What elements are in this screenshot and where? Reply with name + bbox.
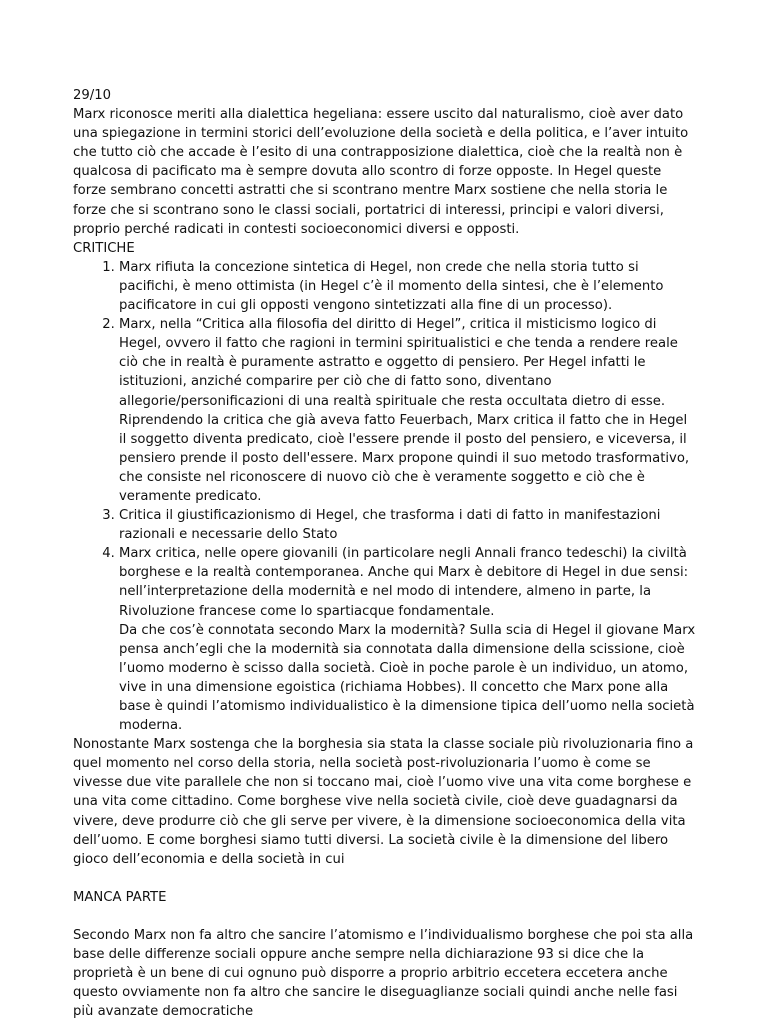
list-item-text: Marx critica, nelle opere giovanili (in particolare negli Annali franco tedeschi) la civiltà borghese e la realtà contemporanea. Anche qui Marx è debitore di Hegel in due sensi: nell’interpretazione della modernità e nel modo di intendere, almeno in parte, la Rivoluzione francese come lo spartiacque fondamentale. bbox=[119, 546, 689, 619]
list-item: 3. Critica il giustificazionismo di Hegel, che trasforma i dati di fatto in manifestazioni razionali e necessarie dello Stato bbox=[119, 506, 697, 544]
critiche-heading: CRITICHE bbox=[73, 240, 135, 256]
list-item-continuation: Da che cos’è connotata secondo Marx la modernità? Sulla scia di Hegel il giovane Marx pensa anch’egli che la modernità sia connotata dalla dimensione della scissione, cioè l’uomo moderno è scisso dalla società. Cioè in poche parole è un individuo, un atomo, vive in una dimensione egoistica (richiama Hobbes). Il concetto che Marx pone alla base è quindi l’atomismo individualistico è la dimensione tipica dell’uomo nella società moderna. bbox=[119, 622, 696, 734]
document-body bbox=[73, 86, 697, 1021]
manca-parte-note: MANCA PARTE bbox=[73, 889, 167, 905]
list-item bbox=[119, 544, 697, 735]
list-item: 2. Marx, nella “Critica alla filosofia del diritto di Hegel”, critica il misticismo logico di Hegel, ovvero il fatto che ragioni in termini spiritualistici e che tenda a rendere reale ciò che in realtà è puramente astratto e oggetto di pensiero. Per Hegel infatti le istituzioni, anziché comparire per ciò che di fatto sono, diventano allegorie/personificazioni di una realtà spirituale che resta occultata dietro di esse. Riprendendo la critica che già aveva fatto Feuerbach, Marx critica il fatto che in Hegel il soggetto diventa predicato, cioè l'essere prende il posto del pensiero, e viceversa, il pensiero prende il posto dell'essere. Marx propone quindi il suo metodo trasformativo, che consiste nel riconoscere di nuovo ciò che è veramente soggetto e ciò che è veramente predicato. bbox=[119, 315, 697, 506]
list-item: 1. Marx rifiuta la concezione sintetica di Hegel, non crede che nella storia tutto si pacifichi, è meno ottimista (in Hegel c’è il momento della sintesi, che è l’elemento pacificatore in cui gli opposti vengono sintetizzati alla fine di un processo). bbox=[119, 258, 697, 315]
date-line: 29/10 bbox=[73, 88, 112, 103]
intro-paragraph: Marx riconosce meriti alla dialettica hegeliana: essere uscito dal naturalismo, cioè aver dato una spiegazione in termini storici dell’evoluzione della società e della politica, e l’aver intuito che tutto ciò che accade è l’esito di una contrapposizione dialettica, cioè che la realtà non è qualcosa di pacificato ma è sempre dovuta allo scontro di forze opposte. In Hegel queste forze sembrano concetti astratti che si scontrano mentre Marx sostiene che nella storia le forze che si scontrano sono le classi sociali, portatrici di interessi, principi e valori diversi, proprio perché radicati in contesti socioeconomici diversi e opposti. bbox=[73, 107, 689, 237]
spacer bbox=[73, 907, 697, 926]
final-paragraph: Secondo Marx non fa altro che sancire l’atomismo e l’individualismo borghese che poi sta alla base delle differenze sociali oppure anche sempre nella dichiarazione 93 si dice che la proprietà è un bene di cui ognuno può disporre a proprio arbitrio eccetera eccetera anche questo ovviamente non fa altro che sancire le diseguaglianze sociali quindi anche nelle fasi più avanzate democratiche bbox=[73, 927, 694, 1020]
borghesia-paragraph: Nonostante Marx sostenga che la borghesia sia stata la classe sociale più rivoluzionaria fino a quel momento nel corso della storia, nella società post-rivoluzionaria l’uomo è come se vivesse due vite parallele che non si toccano mai, cioè l’uomo vive una vita come borghese e una vita come cittadino. Come borghese vive nella società civile, cioè deve guadagnarsi da vivere, deve produrre ciò che gli serve per vivere, è la dimensione socioeconomica della vita dell’uomo. E come borghesi siamo tutti diversi. La società civile è la dimensione del libero gioco dell’economia e della società in cui bbox=[73, 737, 694, 867]
spacer bbox=[73, 869, 697, 888]
critiche-list bbox=[73, 258, 697, 735]
